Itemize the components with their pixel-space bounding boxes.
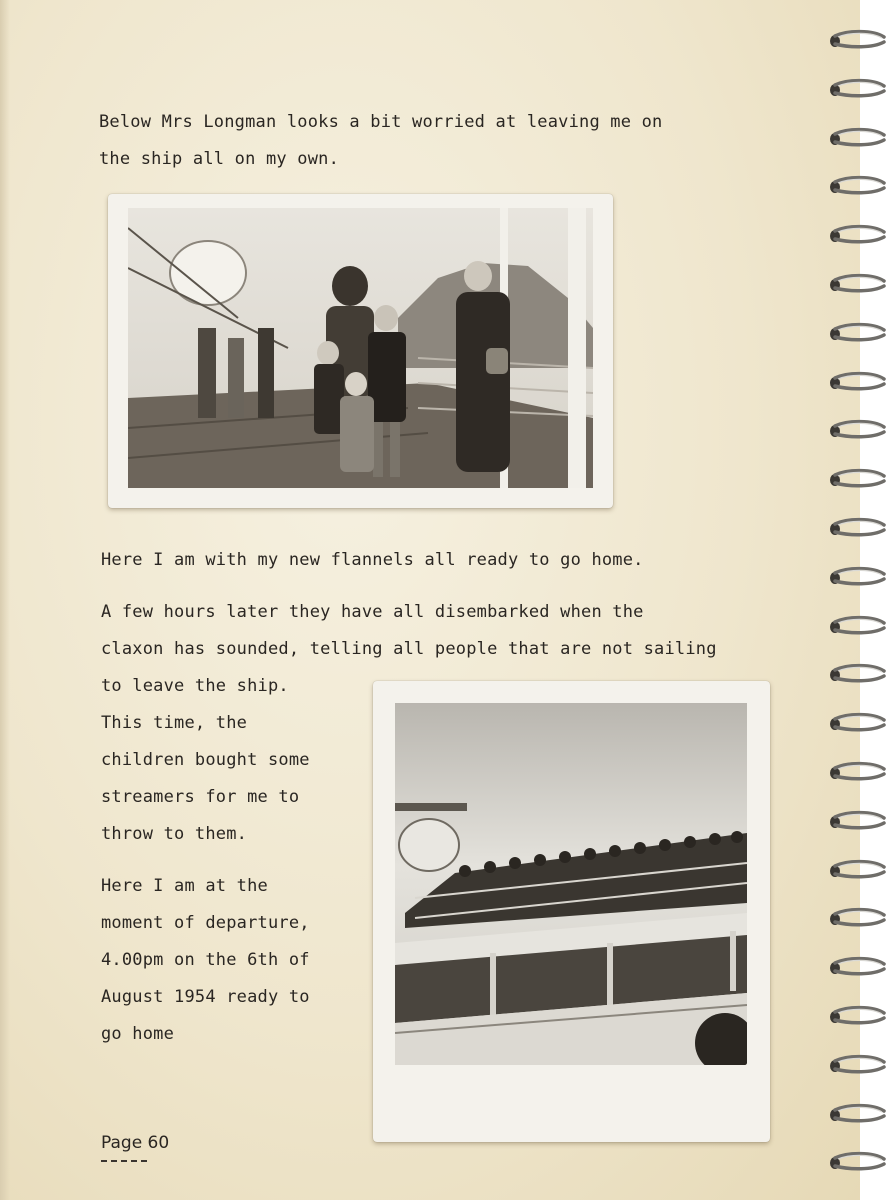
binding-ring (828, 614, 886, 636)
paragraph-new-flannels: Here I am with my new flannels all ready to go home. (101, 550, 644, 570)
binding-ring (828, 28, 886, 50)
page-number-underline (101, 1160, 147, 1162)
binding-ring (828, 809, 886, 831)
binding-ring (828, 1004, 886, 1026)
paragraph-departure: Here I am at the moment of departure, 4.00pm on the 6th of August 1954 ready to go home (101, 876, 310, 1044)
binding-ring (828, 1053, 886, 1075)
binding-ring (828, 662, 886, 684)
ship-departure-image (395, 703, 747, 1065)
binding-ring (828, 370, 886, 392)
paragraph-mrs-longman: Below Mrs Longman looks a bit worried at leaving me on the ship all on my own. (99, 112, 663, 169)
binding-ring (828, 858, 886, 880)
binding-ring (828, 1102, 886, 1124)
binding-ring (828, 321, 886, 343)
binding-ring (828, 223, 886, 245)
binding-ring (828, 711, 886, 733)
photo-family-on-deck (108, 194, 613, 508)
binding-ring (828, 174, 886, 196)
binding-ring (828, 906, 886, 928)
binding-ring (828, 955, 886, 977)
binding-ring (828, 272, 886, 294)
binding-ring (828, 516, 886, 538)
binding-ring (828, 565, 886, 587)
family-on-deck-image (128, 208, 593, 488)
binding-ring (828, 467, 886, 489)
binding-ring (828, 126, 886, 148)
page-number: Page 60 (101, 1133, 170, 1153)
binding-ring (828, 760, 886, 782)
paragraph-disembarked: A few hours later they have all disembarked when the claxon has sounded, telling all people that are not sailing to leave the ship. This time, the children bought some streamers for me to throw to them. (101, 602, 717, 844)
page-edge-shadow (0, 0, 10, 1200)
photo-ship-departure (373, 681, 770, 1142)
binding-ring (828, 1150, 886, 1172)
binding-ring (828, 418, 886, 440)
binding-ring (828, 77, 886, 99)
